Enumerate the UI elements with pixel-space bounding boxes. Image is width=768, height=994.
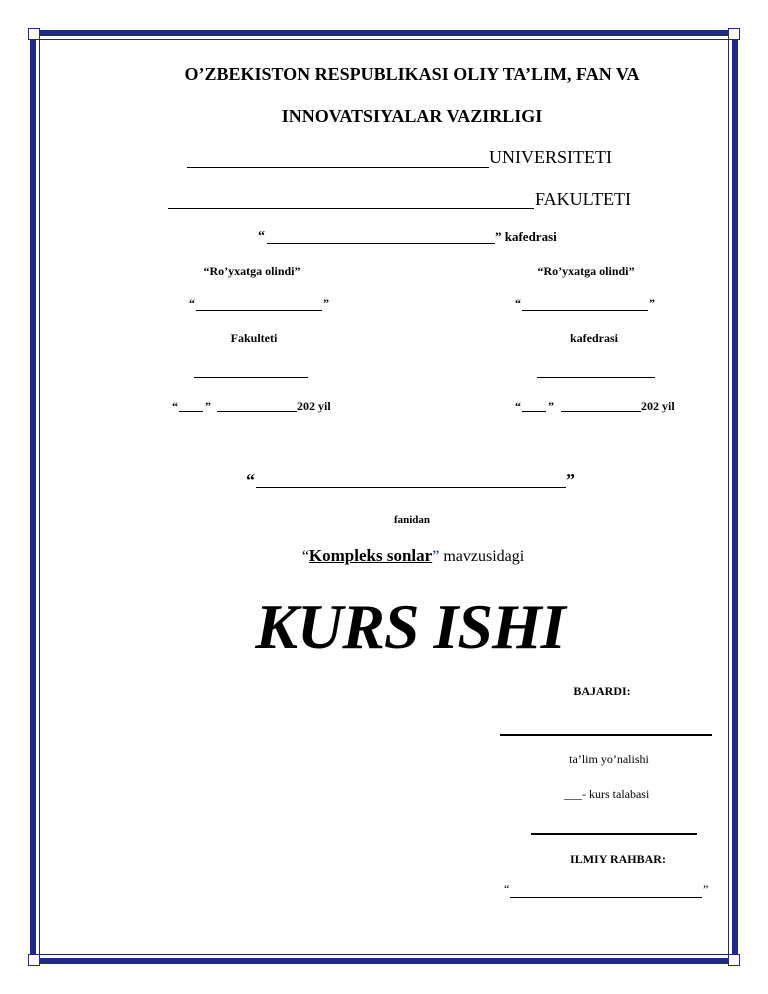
subject-name-blank bbox=[256, 487, 566, 488]
subject-open-quote: “ bbox=[246, 470, 255, 490]
faculty-suffix: FAKULTETI bbox=[535, 189, 631, 209]
main-title: KURS ISHI bbox=[255, 591, 565, 662]
university-suffix: UNIVERSITETI bbox=[489, 147, 612, 167]
course-suffix: - kurs talabasi bbox=[582, 787, 650, 801]
registration-left-unit-label: Fakulteti bbox=[230, 331, 278, 345]
corner-ornament-top-right bbox=[728, 28, 740, 40]
registration-right-date-open: “ bbox=[515, 399, 521, 413]
registration-left-date-mid: ” bbox=[205, 399, 211, 413]
registration-left-signature-blank bbox=[194, 377, 308, 378]
registration-left-title: “Ro’yxatga olindi” bbox=[203, 264, 301, 278]
topic-line bbox=[302, 546, 524, 566]
topic-suffix: mavzusidagi bbox=[439, 548, 525, 565]
supervisor-label: ILMIY RAHBAR: bbox=[570, 852, 666, 866]
page-border-inner bbox=[39, 39, 729, 955]
registration-left-number-open: “ bbox=[189, 296, 195, 310]
registration-left-date-open: “ bbox=[172, 399, 178, 413]
registration-right-signature-blank bbox=[537, 377, 655, 378]
registration-right-day-blank bbox=[522, 411, 546, 412]
executor-name-blank bbox=[500, 734, 712, 736]
registration-right-year: 202 yil bbox=[641, 399, 675, 413]
corner-ornament-bottom-right bbox=[728, 954, 740, 966]
supervisor-close-quote: ” bbox=[703, 882, 709, 896]
supervisor-open-quote: “ bbox=[504, 882, 510, 896]
subject-close-quote: ” bbox=[566, 470, 575, 490]
department-name-blank bbox=[267, 243, 495, 244]
department-suffix: ” kafedrasi bbox=[495, 229, 557, 244]
topic-title: Kompleks sonlar bbox=[308, 546, 433, 565]
registration-left-month-blank bbox=[217, 411, 297, 412]
registration-right-number-open: “ bbox=[515, 296, 521, 310]
registration-right-number-blank bbox=[522, 310, 648, 311]
registration-right-unit-label: kafedrasi bbox=[570, 331, 618, 345]
corner-ornament-bottom-left bbox=[28, 954, 40, 966]
registration-right-title: “Ro’yxatga olindi” bbox=[537, 264, 635, 278]
topic-close-quote: ” bbox=[432, 548, 440, 565]
subject-label: fanidan bbox=[393, 514, 431, 526]
registration-left-number-close: ” bbox=[323, 296, 329, 310]
registration-right-number-close: ” bbox=[649, 296, 655, 310]
course-number-blank: ___ bbox=[564, 787, 582, 801]
supervisor-name-blank bbox=[510, 897, 702, 898]
department-open-quote: “ bbox=[258, 229, 265, 244]
faculty-name-blank bbox=[168, 208, 534, 209]
registration-left-day-blank bbox=[179, 411, 203, 412]
registration-right-date-mid: ” bbox=[548, 399, 554, 413]
corner-ornament-top-left bbox=[28, 28, 40, 40]
executor-direction: ta’lim yo’nalishi bbox=[569, 752, 649, 766]
registration-left-number-blank bbox=[196, 310, 322, 311]
ministry-heading-line1: O’ZBEKISTON RESPUBLIKASI OLIY TA’LIM, FAN VA bbox=[184, 64, 640, 84]
registration-right-month-blank bbox=[561, 411, 641, 412]
executor-label: BAJARDI: bbox=[573, 684, 631, 698]
topic-open-quote: “ bbox=[301, 548, 309, 565]
executor-extra-blank bbox=[531, 833, 697, 835]
university-name-blank bbox=[187, 167, 489, 168]
ministry-heading-line2: INNOVATSIYALAR VAZIRLIGI bbox=[281, 106, 543, 126]
executor-course bbox=[564, 787, 649, 802]
registration-left-year: 202 yil bbox=[297, 399, 331, 413]
